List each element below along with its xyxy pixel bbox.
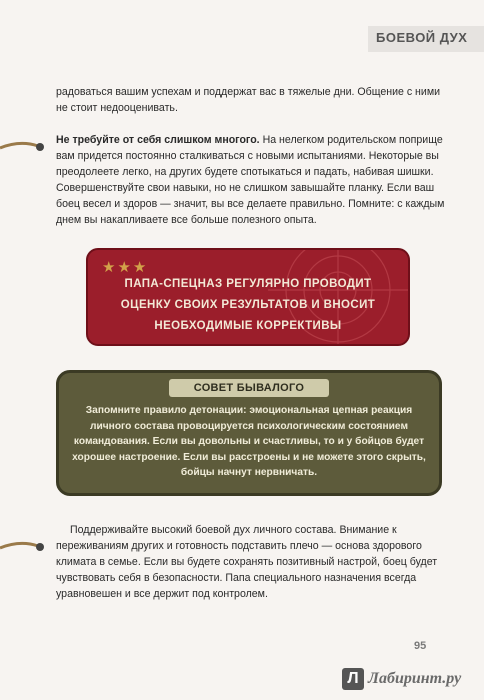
binding-ring-icon	[0, 140, 44, 154]
labirint-logo-icon: Л	[342, 668, 364, 690]
binding-ring-icon	[0, 540, 44, 554]
watermark	[342, 668, 482, 694]
running-head: БОЕВОЙ ДУХ	[376, 30, 468, 45]
red-callout-line-1: ПАПА-СПЕЦНАЗ РЕГУЛЯРНО ПРОВОДИТ	[124, 278, 372, 290]
watermark-text: Лабиринт.ру	[368, 670, 462, 687]
paragraph-2-lead: Не требуйте от себя слишком многого.	[56, 134, 260, 146]
stars-icon: ★★★	[102, 259, 149, 276]
paragraph-2-text: На нелегком родительском поприще вам придется постоянно сталкиваться с новыми испытаниями. Некоторые вы преодолеете легко, на других будете спотыкаться и падать, набивая шишки. Совершенствуйте свои навыки, но не слишком завышайте планку. Если ваш боец весел и здоров — значит, вы все делаете правильно. Помните: с каждым днем вы накапливаете все больше полезного опыта.	[56, 134, 445, 226]
veteran-tip-box	[56, 370, 442, 496]
red-callout-line-2: ОЦЕНКУ СВОИХ РЕЗУЛЬТАТОВ И ВНОСИТ	[120, 299, 376, 311]
page-number: 95	[414, 640, 427, 652]
paragraph-2	[56, 132, 448, 228]
red-callout-line-3: НЕОБХОДИМЫЕ КОРРЕКТИВЫ	[154, 320, 342, 332]
paragraph-1: радоваться вашим успехам и поддержат вас в тяжелые дни. Общение с ними не стоит недооценивать.	[56, 86, 441, 114]
red-callout-box	[86, 248, 410, 346]
paragraph-3: Поддерживайте высокий боевой дух личного состава. Внимание к переживаниям других и готовность подставить плечо — основа здорового климата в семье. Если вы будете сохранять позитивный настрой, боец будет чувствовать себя в безопасности. Папа специального назначения всегда уравновешен и все держит под контролем.	[56, 524, 438, 600]
veteran-tip-text: Запомните правило детонации: эмоциональная цепная реакция личного состава провоцируется психологическим состоянием командования. Если вы довольны и счастливы, то и у бойцов будет хорошее настроение. Если вы расстроены и не можете этого скрыть, бойцы начнут нервничать.	[72, 405, 426, 479]
veteran-tip-title: СОВЕТ БЫВАЛОГО	[169, 379, 329, 397]
